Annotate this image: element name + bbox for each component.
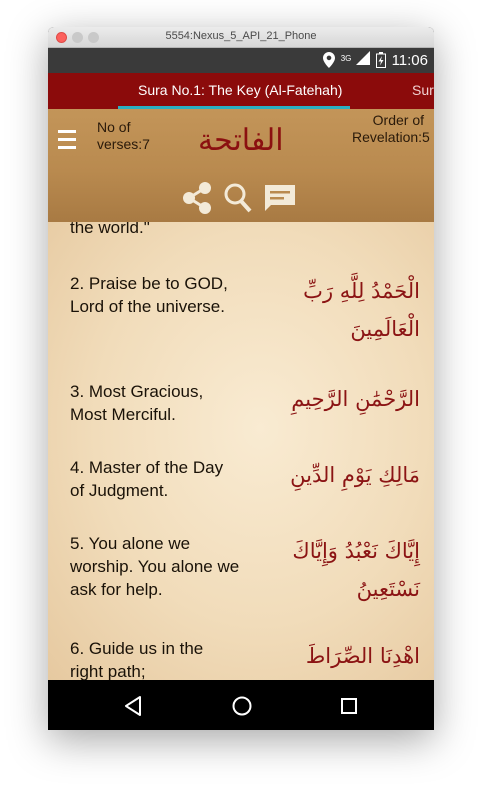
signal-icon bbox=[341, 51, 370, 69]
notes-icon[interactable] bbox=[263, 183, 297, 213]
emulator-window bbox=[48, 27, 434, 730]
window-titlebar bbox=[48, 27, 434, 48]
menu-icon[interactable] bbox=[58, 130, 76, 154]
verse-arabic: الْحَمْدُ لِلَّهِ رَبِّ الْعَالَمِينَ bbox=[303, 279, 420, 341]
status-bar bbox=[48, 48, 434, 73]
window-title: 5554:Nexus_5_API_21_Phone bbox=[165, 30, 317, 42]
tab-sura-1[interactable]: Sura No.1: The Key (Al-Fatehah) bbox=[138, 82, 343, 98]
share-icon[interactable] bbox=[181, 181, 213, 215]
recents-icon[interactable] bbox=[339, 695, 359, 717]
verses-count: No of verses:7 bbox=[97, 119, 150, 152]
network-type-label: 3G bbox=[340, 54, 352, 63]
revelation-order: Order of Revelation:5 bbox=[352, 112, 430, 145]
sura-tab-bar bbox=[48, 73, 434, 109]
search-icon[interactable] bbox=[223, 181, 253, 215]
verse-translation: 5. You alone we worship. You alone we ask for help. bbox=[70, 534, 240, 599]
header-toolbar bbox=[181, 181, 297, 215]
battery-icon bbox=[376, 52, 386, 68]
sura-header bbox=[48, 109, 434, 222]
back-icon[interactable] bbox=[123, 695, 143, 717]
verse-translation: 3. Most Gracious, Most Merciful. bbox=[70, 382, 204, 424]
tab-sura-2[interactable]: Sur bbox=[412, 82, 434, 98]
android-nav-bar bbox=[48, 680, 434, 730]
verse-translation: 4. Master of the Day of Judgment. bbox=[70, 458, 224, 500]
verse-arabic: إِيَّاكَ نَعْبُدُ وَإِيَّاكَ نَسْتَعِينُ bbox=[292, 539, 420, 601]
verses-list[interactable] bbox=[48, 222, 434, 680]
clock: 11:06 bbox=[391, 51, 428, 69]
home-icon[interactable] bbox=[231, 695, 253, 717]
verse-translation: 2. Praise be to GOD, Lord of the universe. bbox=[70, 274, 228, 316]
verse-translation: the world." bbox=[70, 222, 150, 237]
sura-arabic-title: الفاتحة bbox=[198, 123, 284, 158]
verse-translation: 6. Guide us in the right path; bbox=[70, 639, 204, 680]
verse-arabic: الرَّحْمَٰنِ الرَّحِيمِ bbox=[291, 387, 420, 411]
verse-arabic: مَالِكِ يَوْمِ الدِّينِ bbox=[290, 463, 420, 487]
location-icon bbox=[323, 52, 335, 68]
verse-arabic: اهْدِنَا الصِّرَاطَ bbox=[305, 644, 420, 668]
